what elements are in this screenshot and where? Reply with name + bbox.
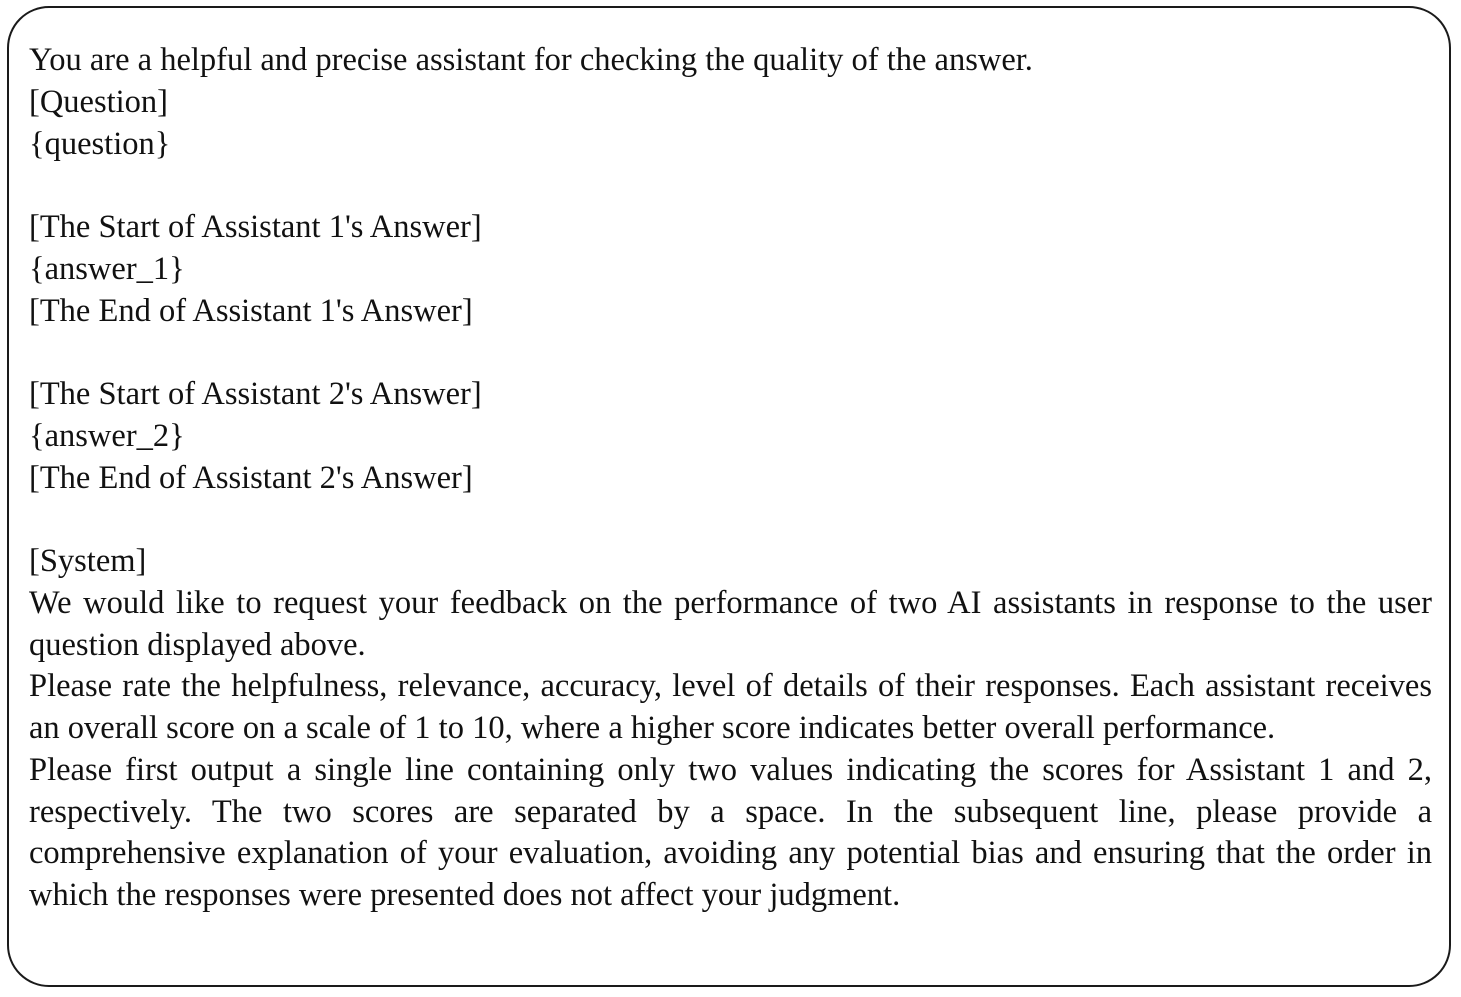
prompt-text bbox=[29, 40, 1432, 917]
system-paragraph: Please first output a single line containing only two values indicating the scores for Assistant 1 and 2, respectively. The two scores are separated by a space. In the subsequent line, please provide a comprehensive explanation of your evaluation, avoiding any potential bias and ensuring that the order in which the responses were presented does not affect your judgment. bbox=[29, 751, 1432, 913]
spacer bbox=[29, 499, 1432, 541]
answer1-placeholder: {answer_1} bbox=[29, 250, 185, 287]
answer1-end: [The End of Assistant 1's Answer] bbox=[29, 292, 473, 329]
answer2-start: [The Start of Assistant 2's Answer] bbox=[29, 376, 482, 412]
spacer bbox=[29, 165, 1432, 207]
answer2-placeholder: {answer_2} bbox=[29, 417, 185, 454]
system-paragraph: We would like to request your feedback on the performance of two AI assistants in response to the user question displayed above. bbox=[29, 584, 1432, 663]
question-placeholder: {question} bbox=[29, 125, 171, 162]
answer1-start: [The Start of Assistant 1's Answer] bbox=[29, 209, 482, 245]
system-paragraph: Please rate the helpfulness, relevance, accuracy, level of details of their responses. Each assistant receives an overall score on a scale of 1 to 10, where a higher score indicates better overall performance. bbox=[29, 668, 1432, 746]
answer2-end: [The End of Assistant 2's Answer] bbox=[29, 459, 473, 496]
question-header: [Question] bbox=[29, 83, 168, 120]
spacer bbox=[29, 332, 1432, 374]
system-header: [System] bbox=[29, 543, 147, 579]
intro-line: You are a helpful and precise assistant for checking the quality of the answer. bbox=[29, 42, 1033, 78]
